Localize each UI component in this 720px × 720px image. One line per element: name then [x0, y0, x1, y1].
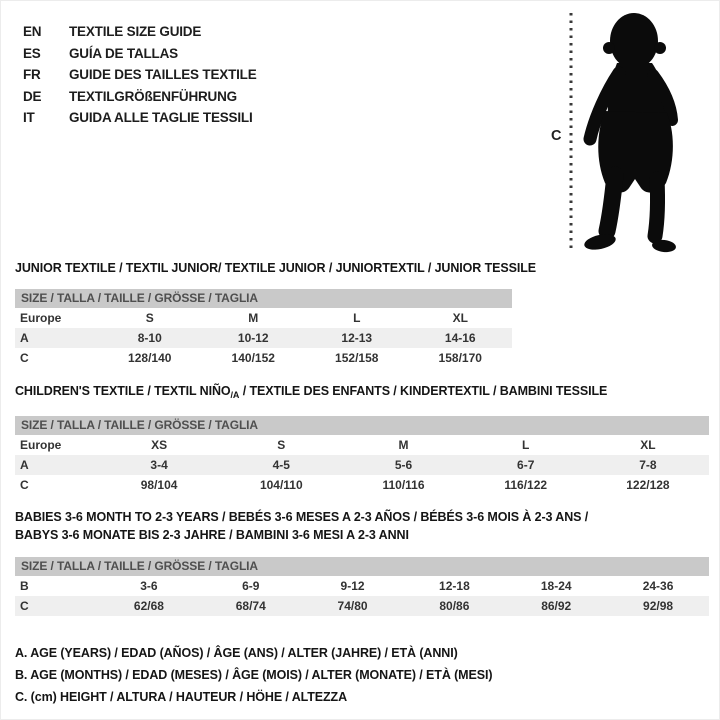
lang-code: DE: [23, 88, 42, 104]
spacer: [15, 544, 709, 557]
section-title-line2: BABYS 3-6 MONATE BIS 2-3 JAHRE / BAMBINI 3-6 MESI A 2-3 ANNI: [15, 528, 409, 542]
size-cell: 3-4: [150, 458, 168, 472]
size-cell: 24-36: [642, 579, 674, 593]
size-cell: XL: [452, 311, 468, 325]
size-cell: 158/170: [438, 351, 482, 365]
size-header-bar: SIZE / TALLA / TAILLE / GRÖSSE / TAGLIA: [15, 416, 709, 435]
size-cell: 7-8: [639, 458, 657, 472]
row-label: C: [20, 351, 29, 365]
lang-row-de: [23, 86, 257, 108]
size-cell: L: [353, 311, 361, 325]
row-label: C: [20, 599, 29, 613]
title-text: / TEXTILE DES ENFANTS / KINDERTEXTIL / BAMBINI TESSILE: [239, 384, 608, 398]
babies-textile-section: [15, 508, 709, 616]
lang-label: GUIDA ALLE TAGLIE TESSILI: [69, 110, 253, 125]
lang-code: IT: [23, 110, 35, 125]
language-list: [23, 21, 257, 129]
size-cell: XL: [640, 438, 656, 452]
section-title: JUNIOR TEXTILE / TEXTIL JUNIOR/ TEXTILE JUNIOR / JUNIORTEXTIL / JUNIOR TESSILE: [15, 261, 536, 275]
size-cell: M: [398, 438, 409, 452]
size-cell: S: [145, 311, 154, 325]
title-subscript: /A: [230, 390, 240, 400]
row-label: Europe: [20, 311, 62, 325]
size-cell: 74/80: [337, 599, 368, 613]
size-cell: 128/140: [128, 351, 172, 365]
row-label: Europe: [20, 438, 62, 452]
lang-label: TEXTILGRÖßENFÜHRUNG: [69, 88, 237, 104]
measure-legend: [15, 642, 492, 708]
title-text: CHILDREN'S TEXTILE / TEXTIL NIÑO: [15, 384, 231, 398]
babies-size-table: [15, 576, 709, 616]
size-cell: M: [248, 311, 259, 325]
size-cell: 104/110: [259, 478, 303, 492]
toddler-silhouette-icon: [541, 3, 709, 255]
size-header-bar: SIZE / TALLA / TAILLE / GRÖSSE / TAGLIA: [15, 289, 512, 308]
lang-label: TEXTILE SIZE GUIDE: [69, 24, 202, 39]
size-cell: 5-6: [394, 458, 413, 472]
lang-label: GUÍA DE TALLAS: [69, 45, 178, 61]
table-row: [15, 348, 512, 368]
size-cell: 110/116: [382, 478, 425, 492]
section-title-line1: BABIES 3-6 MONTH TO 2-3 YEARS / BEBÉS 3-6 MESES A 2-3 AÑOS / BÉBÉS 3-6 MOIS À 2-3 ANS /: [15, 510, 589, 524]
size-cell: 140/152: [231, 351, 275, 365]
height-measure-label: C: [551, 128, 562, 144]
table-row: [15, 475, 709, 495]
section-title: [15, 383, 709, 404]
lang-label: GUIDE DES TAILLES TEXTILE: [69, 67, 257, 82]
size-cell: 68/74: [235, 599, 266, 613]
size-cell: L: [522, 438, 530, 452]
size-cell: 122/128: [626, 478, 670, 492]
table-row: [15, 308, 512, 328]
size-cell: 86/92: [541, 599, 572, 613]
size-cell: 4-5: [272, 458, 290, 472]
lang-code: FR: [23, 67, 41, 82]
size-cell: 80/86: [439, 599, 470, 613]
junior-size-table: [15, 308, 512, 368]
row-label: B: [20, 579, 29, 593]
size-cell: 3-6: [140, 579, 158, 593]
size-cell: 9-12: [340, 579, 365, 593]
row-label: A: [20, 331, 29, 345]
size-cell: XS: [151, 438, 168, 452]
lang-code: ES: [23, 45, 41, 61]
table-row: [15, 328, 512, 348]
size-cell: 18-24: [540, 579, 572, 593]
size-cell: 116/122: [504, 478, 548, 492]
legend-line-b: B. AGE (MONTHS) / EDAD (MESES) / ÂGE (MOIS) / ALTER (MONATE) / ETÀ (MESI): [15, 668, 493, 682]
lang-code: EN: [23, 24, 42, 39]
legend-line-a: A. AGE (YEARS) / EDAD (AÑOS) / ÂGE (ANS) / ALTER (JAHRE) / ETÀ (ANNI): [15, 646, 458, 660]
children-textile-section: [15, 383, 709, 495]
lang-row-es: [23, 43, 257, 65]
row-label: C: [20, 478, 29, 492]
size-cell: 8-10: [137, 331, 162, 345]
table-row: [15, 435, 709, 455]
table-row: [15, 455, 709, 475]
children-size-table: [15, 435, 709, 495]
size-cell: 14-16: [444, 331, 476, 345]
size-cell: 62/68: [133, 599, 164, 613]
table-row: [15, 596, 709, 616]
size-cell: 6-9: [242, 579, 260, 593]
size-cell: 12-13: [341, 331, 373, 345]
row-label: A: [20, 458, 29, 472]
size-cell: 6-7: [517, 458, 535, 472]
size-cell: 98/104: [140, 478, 178, 492]
size-cell: 92/98: [643, 599, 674, 613]
junior-textile-section: [15, 260, 536, 368]
size-cell: 12-18: [439, 579, 470, 593]
lang-row-fr: [23, 64, 257, 86]
size-cell: S: [277, 438, 286, 452]
size-cell: 10-12: [237, 331, 269, 345]
lang-row-en: [23, 21, 257, 43]
legend-line-c: C. (cm) HEIGHT / ALTURA / HAUTEUR / HÖHE / ALTEZZA: [15, 690, 348, 704]
lang-row-it: [23, 107, 257, 129]
size-cell: 152/158: [335, 351, 379, 365]
size-header-bar: SIZE / TALLA / TAILLE / GRÖSSE / TAGLIA: [15, 557, 709, 576]
table-row: [15, 576, 709, 596]
child-figure: [541, 3, 709, 255]
